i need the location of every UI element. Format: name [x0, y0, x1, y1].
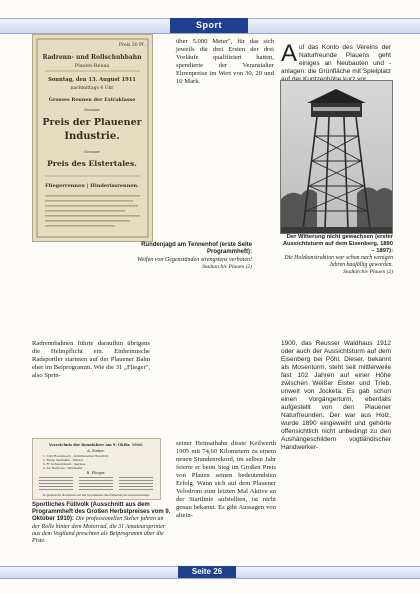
caption-program-title: Sportliches Füllvolk (Ausschnitt aus dem Programmheft des Großen Herbstpreises vom 9. Oktober 1910):: [32, 502, 171, 523]
caption-poster: [118, 242, 252, 272]
race-poster-image: [32, 34, 153, 242]
poster-price: Preis 20 Pf.: [118, 43, 145, 48]
article-column-mid-low: seiner Heimatbahn disste Keilwerth 1905 mit 74,60 Kilometern zu einem neuen Stundenrekord, im selben Jahr feierte er beim Sieg im Großen Preis von Plauen seinen bedeutendsten Erfolg. Wann sich auf dem Plauener Velodrom zum letzten Mal Aktive an der Startlinie aufstellten, ist nicht genau bekannt. Es gibt Aussagen von altein-: [176, 440, 276, 519]
program-title: Verzeichnis der Rennfahrer am 9. Oktbr. 1910.: [48, 443, 144, 447]
program-steher-2: 2. Bruno Salzmann - Mindel.: [43, 458, 84, 462]
caption-poster-title: Rundenjagd am Tennenhof (erste Seite Programmheft):: [141, 242, 252, 256]
caption-tower: [280, 234, 393, 276]
poster-line2: Plauen-Reusa: [74, 63, 110, 69]
tower-photo: [280, 80, 393, 234]
caption-program: [32, 502, 172, 545]
caption-tower-title: Der Witterung nicht gewachsen (erster Aussichtsturm auf dem Eisenberg, 1890 – 1897):: [282, 234, 393, 254]
caption-poster-credit: Stadtarchiv Plauen (2): [202, 264, 252, 271]
program-steher-1: 1. Curt Rosenbusch - Schrittmacher Hendrich.: [43, 454, 110, 458]
program-section-b: B. Flieger.: [86, 471, 106, 475]
program-footer: Programme für die Rennen und den Sportplatzen ohne Einleitung der Gewerbebeiträge: [42, 494, 150, 497]
poster-line6: Fliegerrennen | Hinderissrennen.: [45, 183, 139, 189]
poster-line1: Radrenn- und Rollschuhbahn: [42, 54, 142, 61]
section-label: Sport: [170, 18, 248, 33]
page-number: Seite 26: [178, 566, 236, 578]
caption-program-subtitle: Die professionellen Steher fahren an der Rolle hinter dem Motorrad, die 31 Amateursprinter aus dem Vogtland preschten als Beiprogramm über die Piste.: [32, 516, 166, 545]
program-section-a: A. Steher.: [87, 449, 105, 453]
article-column-right-top: [281, 40, 391, 84]
poster-big2: Industrie.: [64, 131, 120, 142]
program-steher-4: 4. Ad. Bemrose - Wimmerkl.: [43, 466, 83, 470]
caption-poster-subtitle: Weifen von Gegenständen strengstens verboten!: [137, 256, 252, 263]
poster-big3: Preis des Elstertales.: [47, 159, 137, 168]
article-column-right-low: 1900, das Reusser Waldhaus 1912 oder auch der Aussichtsturm auf dem Eisenberg bei Pöhl. Dieser, bekannt als Mosenturm, steht seit mittlerweile fast 102 Jahren auf einer Höhe zwischen Weißer Elster und Trieb, unweit von Jocketa. Es gab schon einen Vorgängerturm, ebenfalls aufgestellt von den Plauener Naturfreunden. Der war aus Holz, wurde 1890 eingeweiht und gehörte offensichtlich nicht unbedingt zu den Aushängeschildern vogtländischer Handwerker-: [281, 340, 391, 451]
program-steher-3: 3. Fr. Schwerzmann - Gaymes.: [43, 462, 87, 466]
poster-date: Sonntag, den 13. August 1911: [48, 77, 136, 83]
program-excerpt-image: [32, 438, 161, 500]
poster-line3: Grosses Rennen der Extraklasse: [48, 97, 136, 103]
article-column-left-mid: Radrennbahnen führte daraufhin übrigens die Helmpflicht ein. Einheimische Radsportler starteten auf der Plauener Bahn eher im Beiprogramm. Wie die 31 „Flieger", also Sprin-: [32, 340, 150, 379]
article-column-mid-top: über 5.000 Meter", für das sich jeweils die drei Ersten der drei Vorläufe qualifiziert hatten, spendierte der Veranstalter Ehrenpreise im Wert von 30, 20 und 10 Mark.: [176, 38, 274, 85]
poster-big1: Preis der Plauener: [42, 117, 142, 128]
poster-time: nachmittags 4 Uhr: [70, 86, 114, 91]
poster-line4: Grosser: [84, 107, 100, 112]
caption-tower-credit: Stadtarchiv Plauen (2): [343, 269, 393, 275]
caption-tower-subtitle: Die Holzkonstruktion war schon nach wenigen Jahren baufällig geworden.: [284, 255, 393, 268]
poster-line5: Grosser: [84, 149, 100, 154]
drop-cap: A: [281, 40, 298, 67]
column-right-top-text: uf das Konto des Vereins der Naturfreunde Plauens geht einiges an Neubauten und -anlagen: die Grünfläche mit Spielplatz: [281, 44, 391, 75]
